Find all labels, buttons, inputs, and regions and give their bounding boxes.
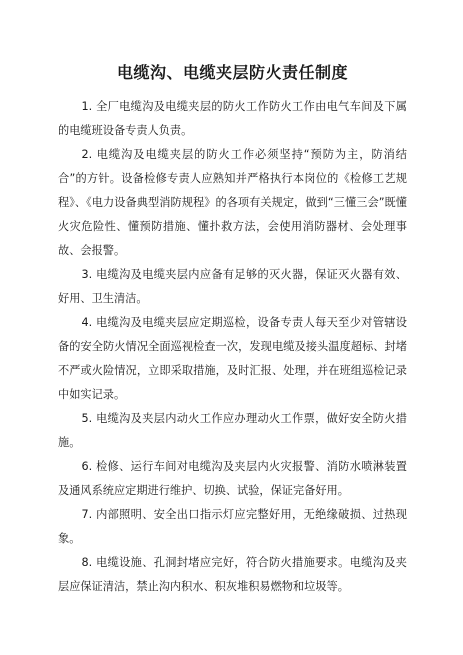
paragraph-3: 3. 电缆沟及电缆夹层内应备有足够的灭火器，保证灭火器有效、好用、卫生清洁。 bbox=[58, 268, 407, 305]
paragraph-5: 5. 电缆沟及夹层内动火工作应办理动火工作票，做好安全防火措施。 bbox=[58, 412, 407, 449]
paragraph-7: 7. 内部照明、安全出口指示灯应完整好用，无绝缘破损、过热现象。 bbox=[58, 508, 407, 545]
paragraph-4: 4. 电缆沟及电缆夹层应定期巡检，设备专责人每天至少对管辖设备的安全防火情况全面巡视检查一次，发现电缆及接头温度超标、封堵不严或火险情况，立即采取措施，及时汇报、处理，并在班组巡检记录中如实记录。 bbox=[58, 316, 407, 401]
paragraph-2: 2. 电缆沟及电缆夹层的防火工作必须坚持“预防为主，防消结合”的方针。设备检修专责人应熟知并严格执行本岗位的《检修工艺规程》、《电力设备典型消防规程》的各项有关规定，做到“三懂三会”既懂火灾危险性、懂预防措施、懂扑救方法，会使用消防器材、会处理事故、会报警。 bbox=[58, 148, 407, 257]
document-title: 电缆沟、电缆夹层防火责任制度 bbox=[116, 63, 348, 82]
paragraph-1: 1. 全厂电缆沟及电缆夹层的防火工作防火工作由电气车间及下属的电缆班设备专责人负责。 bbox=[58, 100, 407, 137]
paragraph-6: 6. 检修、运行车间对电缆沟及夹层内火灾报警、消防水喷淋装置及通风系统应定期进行维护、切换、试验，保证完备好用。 bbox=[58, 460, 407, 497]
paragraph-8: 8. 电缆设施、孔洞封堵应完好，符合防火措施要求。电缆沟及夹层应保证清洁，禁止沟内积水、积灰堆积易燃物和垃圾等。 bbox=[58, 556, 407, 593]
